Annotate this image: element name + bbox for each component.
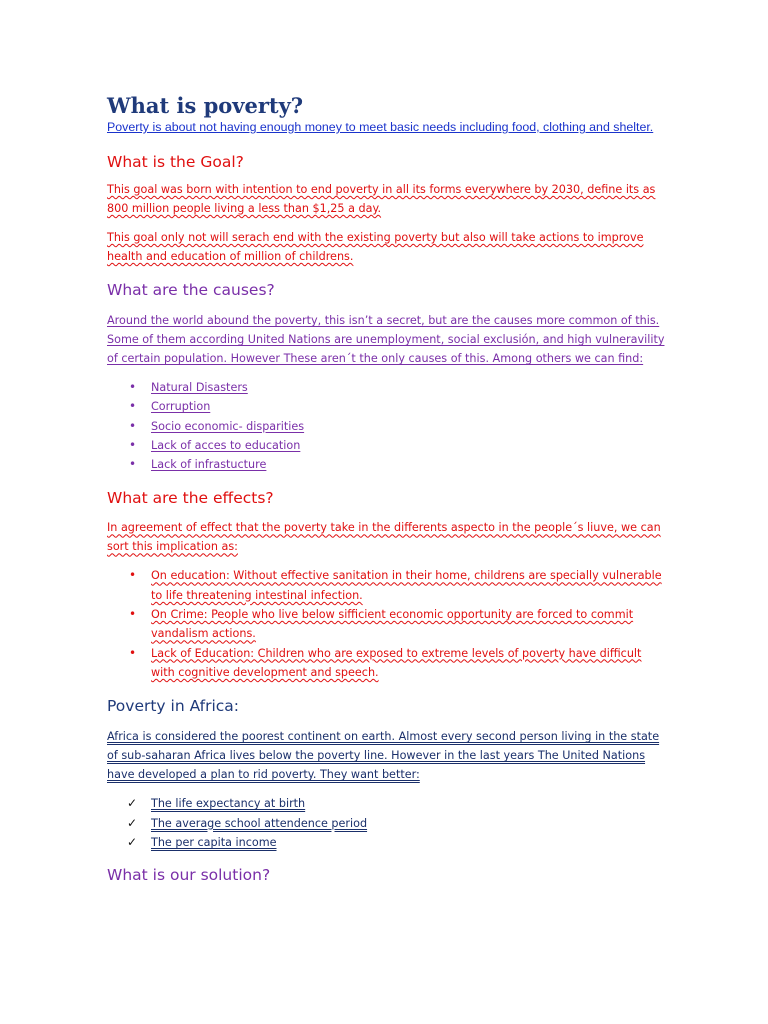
document-page [107, 92, 667, 886]
bullet-icon: • [129, 418, 137, 433]
bullet-icon: • [129, 457, 137, 472]
list-item: ✓ The per capita income [107, 833, 667, 852]
bullet-icon: • [129, 607, 137, 622]
africa-heading: Poverty in Africa: [107, 697, 240, 716]
bullet-icon: • [129, 380, 137, 394]
list-item: • Lack of Education: Children who are exposed to extreme levels of poverty have difficult with cognitive development and speech. [129, 645, 642, 679]
effects-paragraph: In agreement of effect that the poverty take in the differents aspecto in the people´s liuve, we can sort this implication as: [107, 521, 661, 554]
checkmark-icon: ✓ [127, 834, 138, 849]
intro-paragraph [107, 120, 667, 135]
africa-paragraph: Africa is considered the poorest continent on earth. Almost every second person living in the state of sub-saharan Africa lives below the poverty line. However in the last years The United Nations have developed a plan to rid poverty. They want better: [107, 730, 660, 782]
list-item: • Natural Disasters [107, 378, 667, 397]
list-item: • On education: Without effective sanitation in their home, childrens are specially vulnerable to life threatening intestinal infection. [129, 568, 662, 602]
goal-heading: What is the Goal? [107, 153, 244, 171]
bullet-icon: • [129, 437, 137, 452]
list-item: • Corruption [107, 397, 667, 416]
bullet-icon: • [129, 399, 137, 414]
africa-list [107, 794, 667, 852]
list-item: ✓ The life expectancy at birth [107, 794, 667, 813]
bullet-icon: • [129, 645, 137, 660]
goal-paragraph-2: This goal only not will serach end with the existing poverty but also will take actions to improve health and education of million of childrens. [107, 231, 644, 263]
causes-paragraph: Around the world abound the poverty, this isn’t a secret, but are the causes more common of this. Some of them according United Nations are unemployment, social exclusión, and high vulneravility of certain population. However These aren´t the only causes of this. Among others we can find: [107, 314, 665, 365]
effects-list [107, 566, 667, 682]
intro-text: Poverty is about not having enough money to meet basic needs including food, clothing and shelter. [107, 120, 654, 134]
list-item: • Lack of acces to education [107, 436, 667, 455]
solution-heading: What is our solution? [107, 866, 271, 885]
effects-heading: What are the effects? [107, 489, 274, 508]
list-item: • Socio economic- disparities [107, 417, 667, 436]
list-item: • Lack of infrastucture [107, 455, 667, 474]
list-item: • On Crime: People who live below sifficient economic opportunity are forced to commit vandalism actions. [129, 607, 634, 641]
causes-list [107, 378, 667, 474]
bullet-icon: • [129, 568, 137, 583]
page-title: What is poverty? [107, 93, 304, 118]
causes-heading: What are the causes? [107, 281, 275, 299]
checkmark-icon: ✓ [127, 796, 138, 811]
goal-paragraph-1: This goal was born with intention to end poverty in all its forms everywhere by 2030, define its as 800 million people living a less than $1,25 a day. [107, 183, 656, 215]
checkmark-icon: ✓ [127, 815, 138, 830]
list-item: ✓ The average school attendence period [107, 814, 667, 833]
